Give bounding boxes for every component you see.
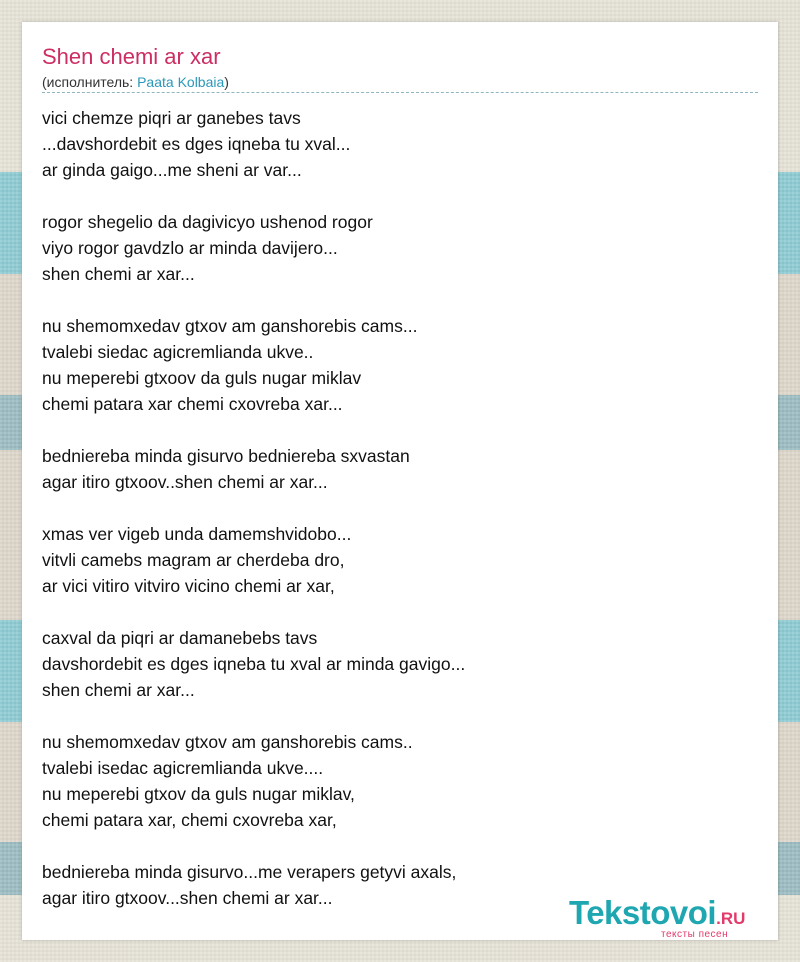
song-title: Shen chemi ar xar: [42, 44, 221, 69]
lyrics-line: chemi patara xar, chemi cxovreba xar,: [42, 810, 337, 830]
lyrics-line: nu meperebi gtxov da guls nugar miklav,: [42, 784, 355, 804]
lyrics-stanza: [42, 729, 758, 833]
lyrics-line: chemi patara xar chemi cxovreba xar...: [42, 394, 343, 414]
lyrics-line: shen chemi ar xar...: [42, 264, 195, 284]
lyrics-line: nu shemomxedav gtxov am ganshorebis cams...: [42, 316, 418, 336]
lyrics-line: nu meperebi gtxoov da guls nugar miklav: [42, 368, 362, 388]
lyrics-line: rogor shegelio da dagivicyo ushenod rogor: [42, 212, 373, 232]
lyrics-line: vici chemze piqri ar ganebes tavs: [42, 108, 301, 128]
logo-name: Tekstovoi: [569, 894, 717, 931]
lyrics-stanza: [42, 625, 758, 703]
lyrics-line: viyo rogor gavdzlo ar minda davijero...: [42, 238, 338, 258]
lyrics-line: ar vici vitiro vitviro vicino chemi ar xar,: [42, 576, 335, 596]
lyrics-stanza: [42, 313, 758, 417]
lyrics-line: bedniereba minda gisurvo...me verapers getyvi axals,: [42, 862, 457, 882]
lyrics-line: vitvli camebs magram ar cherdeba dro,: [42, 550, 345, 570]
artist-prefix: (исполнитель:: [42, 74, 138, 90]
logo-tld: .RU: [716, 909, 746, 928]
artist-suffix: ): [224, 74, 229, 90]
lyrics-text: [42, 105, 758, 911]
artist-link[interactable]: Paata Kolbaia: [137, 74, 225, 90]
lyrics-card: [22, 22, 778, 940]
lyrics-line: bedniereba minda gisurvo bedniereba sxvastan: [42, 446, 410, 466]
lyrics-line: xmas ver vigeb unda damemshvidobo...: [42, 524, 352, 544]
lyrics-line: nu shemomxedav gtxov am ganshorebis cams..: [42, 732, 413, 752]
lyrics-line: ...davshordebit es dges iqneba tu xval...: [42, 134, 351, 154]
lyrics-stanza: [42, 443, 758, 495]
lyrics-line: agar itiro gtxoov..shen chemi ar xar...: [42, 472, 328, 492]
artist-line: [42, 73, 758, 93]
lyrics-line: tvalebi siedac agicremlianda ukve..: [42, 342, 314, 362]
lyrics-stanza: [42, 209, 758, 287]
lyrics-line: ar ginda gaigo...me sheni ar var...: [42, 160, 302, 180]
lyrics-line: caxval da piqri ar damanebebs tavs: [42, 628, 318, 648]
lyrics-stanza: [42, 105, 758, 183]
lyrics-stanza: [42, 521, 758, 599]
lyrics-line: agar itiro gtxoov...shen chemi ar xar...: [42, 888, 333, 908]
site-logo[interactable]: [569, 894, 774, 940]
lyrics-line: davshordebit es dges iqneba tu xval ar minda gavigo...: [42, 654, 466, 674]
logo-tagline: тексты песен: [661, 929, 729, 940]
lyrics-line: tvalebi isedac agicremlianda ukve....: [42, 758, 324, 778]
lyrics-line: shen chemi ar xar...: [42, 680, 195, 700]
